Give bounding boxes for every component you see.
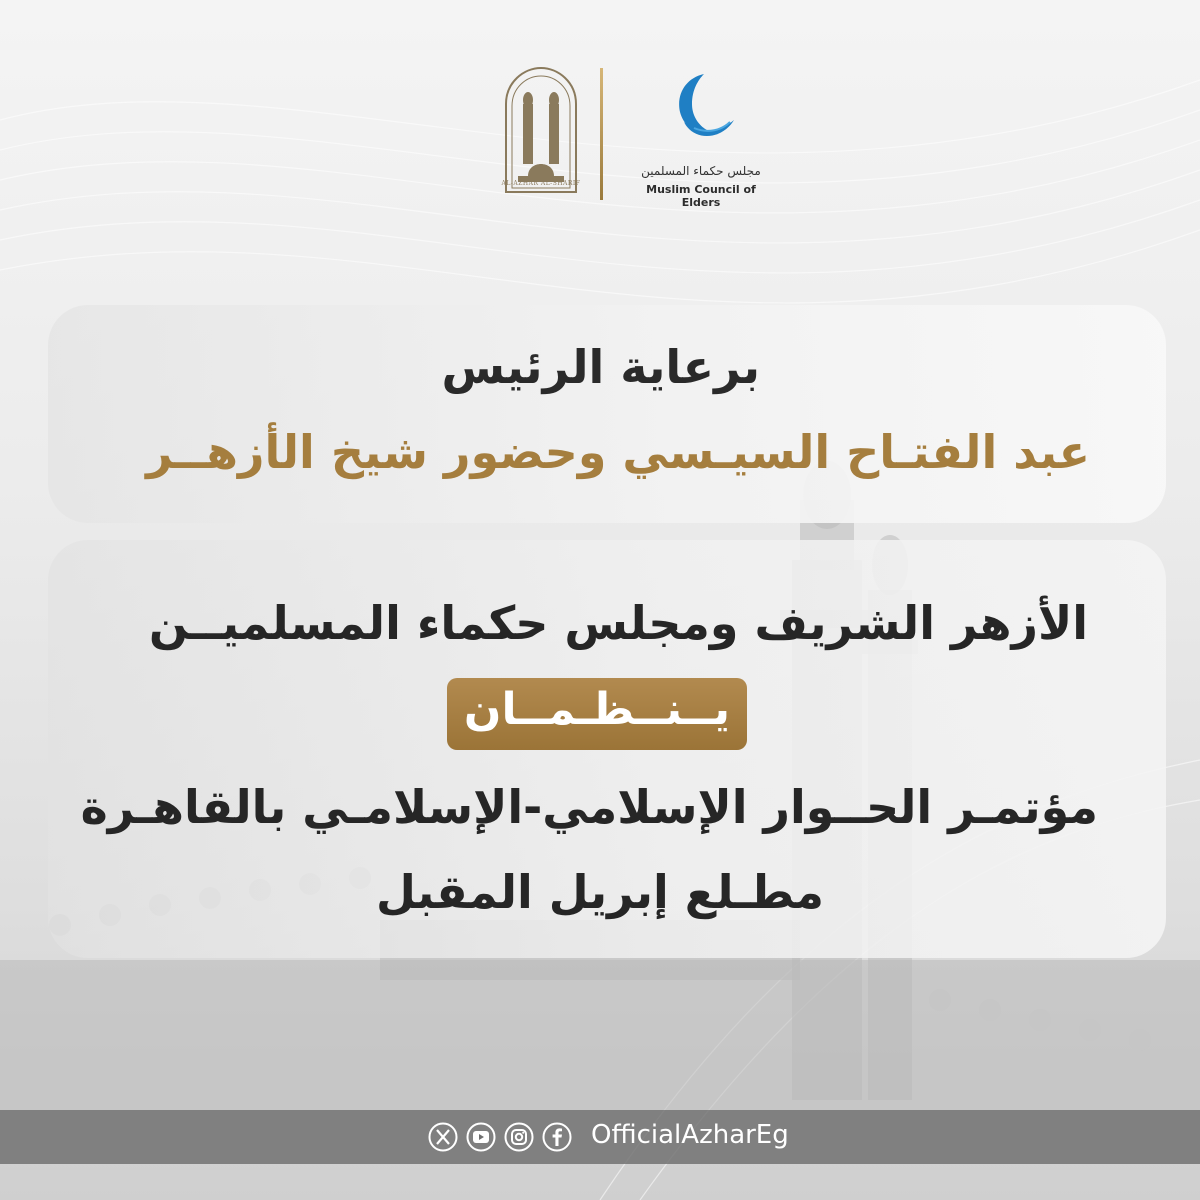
patrons-names: عبد الفتـاح السيـسي وحضور شيخ الأزهــر [146,425,1090,479]
patronage-heading: برعاية الرئيس [441,340,760,394]
patronage-panel [48,305,1166,523]
conference-title: مؤتمـر الحــوار الإسلامي-الإسلامـي بالقاهـرة [80,780,1098,834]
council-name-arabic: مجلس حكماء المسلمين [641,164,761,178]
facebook-icon[interactable] [542,1122,572,1152]
header-logos [0,60,1200,210]
crescent-logo-icon [664,68,744,148]
azhar-seal-latin-text: AL-AZHAR AL-SHARIF [501,180,581,187]
logo-divider [600,68,603,200]
organizers-line: الأزهر الشريف ومجلس حكماء المسلميــن [148,596,1088,650]
organize-badge-label: يــنــظـمــان [463,684,731,735]
instagram-icon[interactable] [504,1122,534,1152]
social-handle[interactable]: OfficialAzharEg [591,1120,789,1150]
al-azhar-seal-icon [498,64,584,194]
x-icon[interactable] [428,1122,458,1152]
youtube-icon[interactable] [466,1122,496,1152]
council-name-english: Muslim Council of Elders [646,183,756,209]
conference-date: مطـلع إبريل المقبل [375,865,824,919]
